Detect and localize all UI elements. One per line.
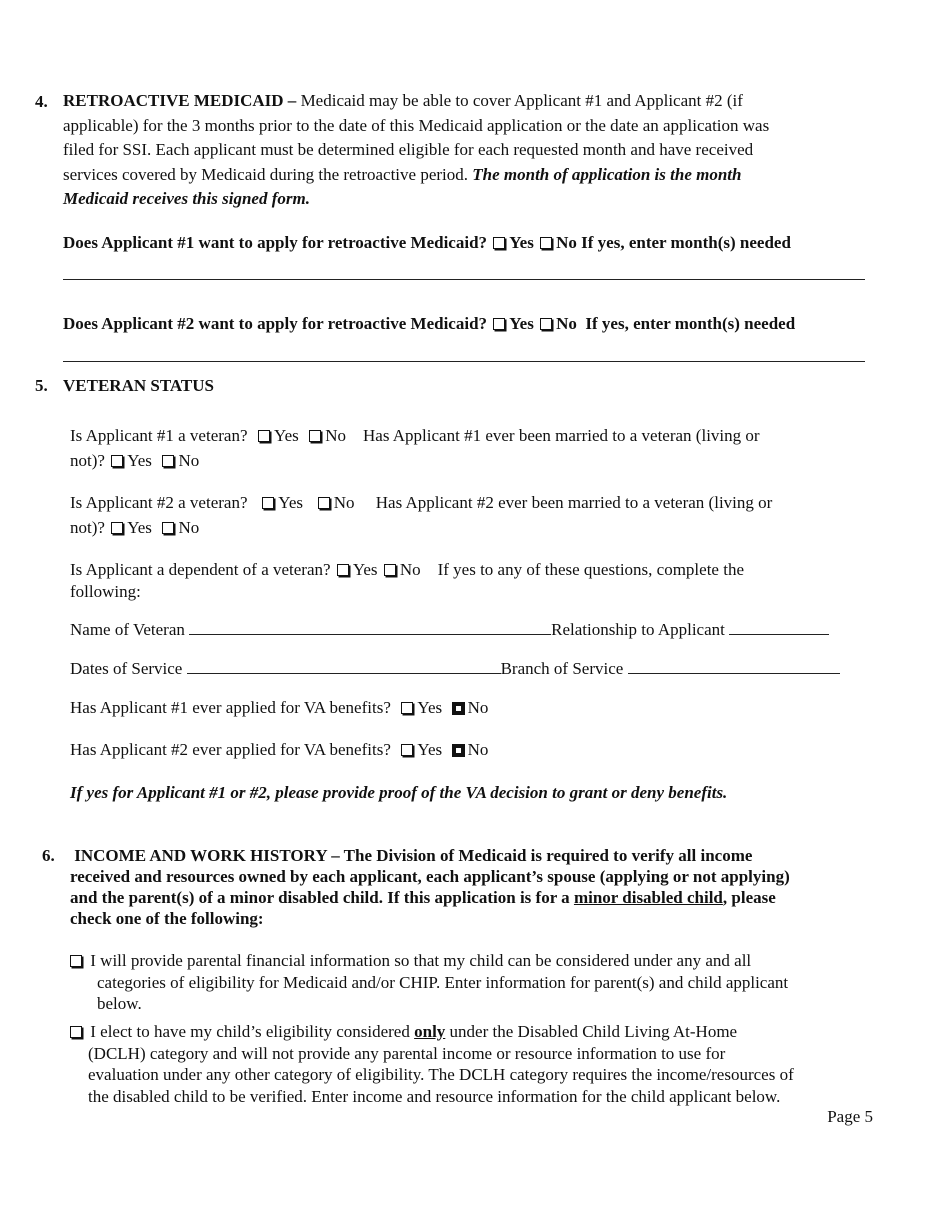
married2-no-checkbox[interactable] (162, 522, 174, 534)
vet1-no-checkbox[interactable] (309, 430, 321, 442)
emphasis-note: The month of application is the month (472, 164, 742, 184)
veteran-name-field[interactable] (189, 620, 551, 635)
vet2-no-checkbox[interactable] (318, 497, 330, 509)
va1-no-checkbox[interactable] (453, 703, 464, 714)
retro-2-yes-checkbox[interactable] (493, 318, 505, 330)
parental-info-checkbox[interactable] (70, 955, 82, 967)
retro-1-months-field[interactable] (63, 279, 865, 280)
retro-2-no-checkbox[interactable] (540, 318, 552, 330)
page-number: Page 5 (827, 1107, 873, 1126)
married1-no-checkbox[interactable] (162, 455, 174, 467)
section-number: 6. (42, 846, 55, 865)
va-benefits-question-1: Has Applicant #1 ever applied for VA benefits? Yes No (70, 698, 489, 717)
dclh-only-checkbox[interactable] (70, 1026, 82, 1038)
section-4-body: RETROACTIVE MEDICAID – Medicaid may be able to cover Applicant #1 and Applicant #2 (if applicable) for the 3 months prior to the date of this Medicaid application or the date an application was filed for SSI. Each applicant must be determined eligible for each requested month and have received services covered by Medicaid during the retroactive period. The month of application is the month Medicaid receives this signed form. (63, 91, 770, 208)
retro-question-1: Does Applicant #1 want to apply for retroactive Medicaid? Yes No If yes, enter month(s) needed (63, 233, 791, 252)
married1-yes-checkbox[interactable] (111, 455, 123, 467)
va1-yes-checkbox[interactable] (401, 702, 413, 714)
minor-disabled-child-emphasis: minor disabled child (573, 888, 723, 907)
retro-1-no-checkbox[interactable] (540, 237, 552, 249)
branch-of-service-field[interactable] (628, 659, 840, 674)
retro-2-months-field[interactable] (63, 361, 865, 362)
veteran-question-group-1: Is Applicant #1 a veteran? Yes No Has Applicant #1 ever been married to a veteran (living or not)? Yes No (70, 426, 760, 470)
retro-1-yes-checkbox[interactable] (493, 237, 505, 249)
section-6-body: INCOME AND WORK HISTORY – The Division of Medicaid is required to verify all income received and resources owned by each applicant, each applicant’s spouse (applying or not applying) and the parent(s) of a minor disabled child. If this application is for a minor disabled child, please check one of the following: (70, 846, 790, 928)
vet1-yes-checkbox[interactable] (258, 430, 270, 442)
veteran-question-group-2: Is Applicant #2 a veteran? Yes No Has Applicant #2 ever been married to a veteran (living or not)? Yes No (70, 493, 773, 537)
veteran-name-row: Name of Veteran Relationship to Applicant (70, 620, 829, 640)
section-number: 5. (35, 376, 48, 395)
option-dclh-only: I elect to have my child’s eligibility considered only under the Disabled Child Living At-Home (DCLH) category and will not provide any parental income or resource information to use for evaluation under any other category of eligibility. The DCLH category requires the income/resources of the disabled child to be verified. Enter income and resource information for the child applicant below. (70, 1021, 794, 1107)
section-title: VETERAN STATUS (63, 376, 214, 395)
dependent-no-checkbox[interactable] (384, 564, 396, 576)
va2-yes-checkbox[interactable] (401, 744, 413, 756)
section-title: RETROACTIVE MEDICAID – (63, 91, 297, 110)
dates-of-service-field[interactable] (187, 659, 501, 674)
dependent-yes-checkbox[interactable] (337, 564, 349, 576)
va-proof-note: If yes for Applicant #1 or #2, please provide proof of the VA decision to grant or deny benefits. (70, 783, 728, 802)
va-benefits-question-2: Has Applicant #2 ever applied for VA benefits? Yes No (70, 740, 489, 759)
section-number: 4. (35, 92, 48, 111)
only-emphasis: only (414, 1022, 446, 1041)
va2-no-checkbox[interactable] (453, 745, 464, 756)
relationship-field[interactable] (729, 620, 829, 635)
option-parental-info: I will provide parental financial information so that my child can be considered under any and all categories of eligibility for Medicaid and/or CHIP. Enter information for parent(s) and child applicant below. (70, 950, 788, 1015)
service-row: Dates of Service Branch of Service (70, 659, 840, 679)
section-title: INCOME AND WORK HISTORY – The Division of Medicaid is required to verify all income (74, 846, 753, 865)
dependent-question: Is Applicant a dependent of a veteran? Yes No If yes to any of these questions, complete the following: (70, 560, 744, 601)
vet2-yes-checkbox[interactable] (262, 497, 274, 509)
retro-question-2: Does Applicant #2 want to apply for retroactive Medicaid? Yes No If yes, enter month(s) needed (63, 314, 796, 333)
married2-yes-checkbox[interactable] (111, 522, 123, 534)
